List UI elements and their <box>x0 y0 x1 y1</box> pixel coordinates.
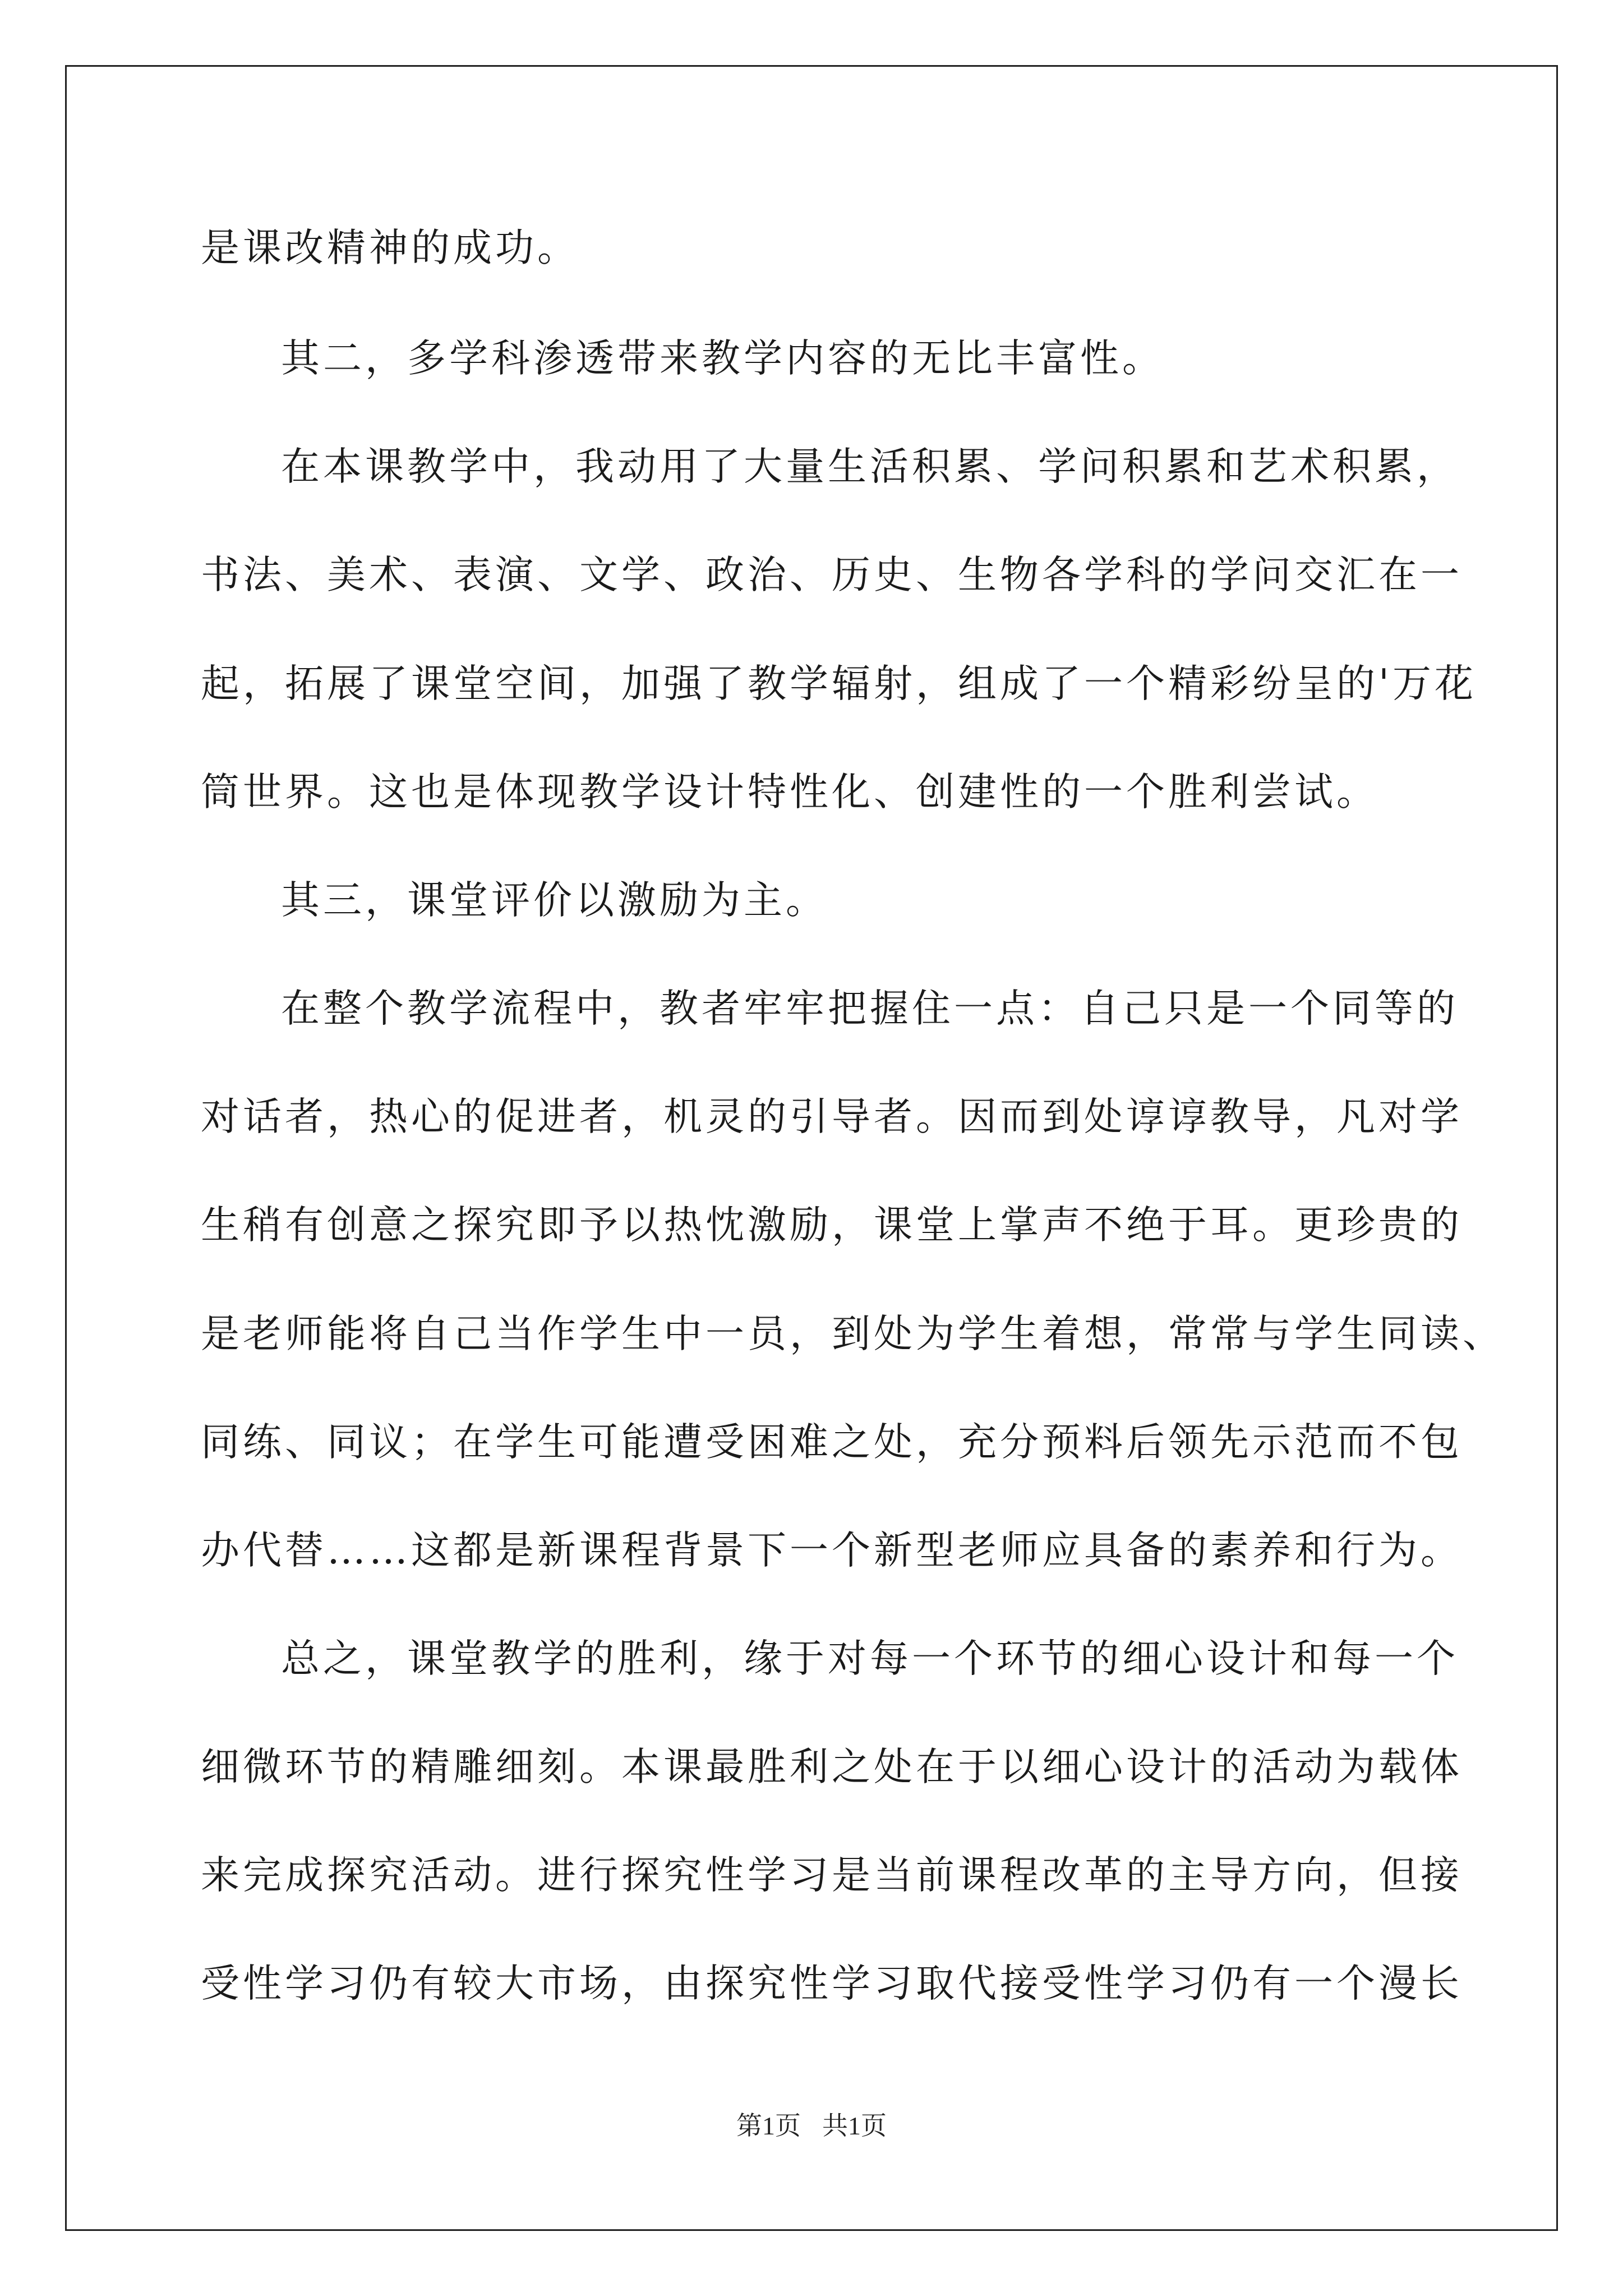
text-line: 是老师能将自己当作学生中一员，到处为学生着想，常常与学生同读、 <box>201 1312 1505 1356</box>
text-line: 细微环节的精雕细刻。本课最胜利之处在于以细心设计的活动为载体 <box>201 1745 1463 1789</box>
paragraph-first-line: 在本课教学中，我动用了大量生活积累、学问积累和艺术积累， <box>281 444 1459 489</box>
text-line: 同练、同议；在学生可能遭受困难之处，充分预料后领先示范而不包 <box>201 1420 1463 1465</box>
text-line: 书法、美术、表演、文学、政治、历史、生物各学科的学问交汇在一 <box>201 553 1463 597</box>
text-line: 来完成探究活动。进行探究性学习是当前课程改革的主导方向，但接 <box>201 1853 1463 1898</box>
paragraph-first-line: 其三，课堂评价以激励为主。 <box>281 878 828 923</box>
page-border <box>65 65 1558 2231</box>
text-line: 生稍有创意之探究即予以热忱激励，课堂上掌声不绝于耳。更珍贵的 <box>201 1203 1463 1248</box>
paragraph-first-line: 其二，多学科渗透带来教学内容的无比丰富性。 <box>281 336 1164 381</box>
page-footer <box>0 2110 1623 2142</box>
text-line: 对话者，热心的促进者，机灵的引导者。因而到处谆谆教导，凡对学 <box>201 1094 1463 1139</box>
page-total: 共1页 <box>822 2111 887 2140</box>
text-line: 是课改精神的成功。 <box>201 226 579 270</box>
paragraph-first-line: 总之，课堂教学的胜利，缘于对每一个环节的细心设计和每一个 <box>281 1636 1459 1681</box>
text-line: 起，拓展了课堂空间，加强了教学辐射，组成了一个精彩纷呈的'万花 <box>201 661 1477 706</box>
text-line: 办代替……这都是新课程背景下一个新型老师应具备的素养和行为。 <box>201 1528 1463 1573</box>
text-line: 受性学习仍有较大市场，由探究性学习取代接受性学习仍有一个漫长 <box>201 1961 1463 2006</box>
text-line: 筒世界。这也是体现教学设计特性化、创建性的一个胜利尝试。 <box>201 770 1378 815</box>
page-number: 第1页 <box>736 2111 801 2140</box>
paragraph-first-line: 在整个教学流程中，教者牢牢把握住一点：自己只是一个同等的 <box>281 986 1459 1031</box>
